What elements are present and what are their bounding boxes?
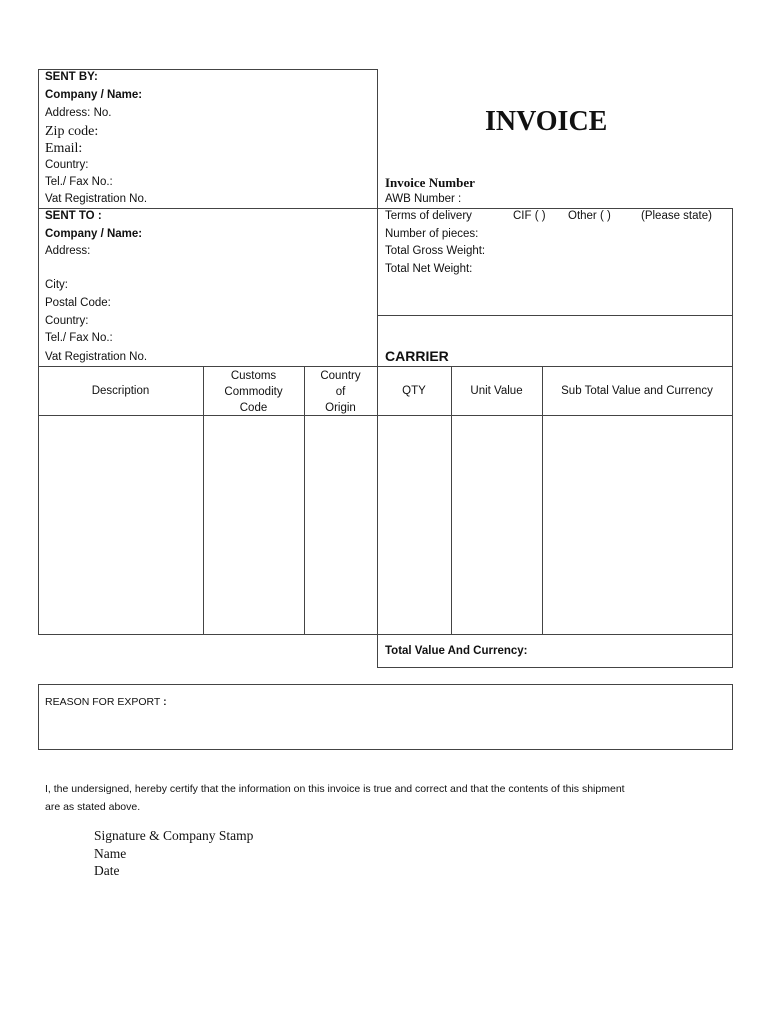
table-cell-subtotal[interactable] [543, 416, 732, 634]
certification-line-1: I, the undersigned, hereby certify that the information on this invoice is true and correct and that the contents of this shipment [45, 783, 625, 795]
sent-to-top-border [38, 208, 733, 209]
reason-label-text: REASON FOR EXPORT [45, 696, 161, 708]
form-right-border [732, 208, 733, 668]
sent-to-city-label: City: [45, 279, 68, 291]
col-header-country-line1: Country [320, 370, 361, 382]
col-header-unit-value: Unit Value [470, 385, 523, 397]
signature-stamp-label: Signature & Company Stamp [94, 828, 254, 843]
carrier-label: CARRIER [385, 348, 449, 364]
total-value-label: Total Value And Currency: [385, 645, 528, 657]
table-cell-customs-code[interactable] [204, 416, 304, 634]
sent-by-country-label: Country: [45, 159, 89, 171]
col-header-customs-line1: Customs [230, 370, 277, 382]
sent-by-zip-label: Zip code: [45, 124, 99, 139]
col-header-customs-line2: Commodity [224, 386, 283, 398]
col-header-country-line3: Origin [325, 402, 356, 414]
table-bottom-border [38, 634, 733, 635]
sent-to-heading: SENT TO : [45, 210, 102, 222]
terms-of-delivery-label: Terms of delivery [385, 210, 472, 222]
signature-date-label: Date [94, 863, 120, 878]
table-cell-qty[interactable] [378, 416, 451, 634]
col-header-description: Description [91, 385, 150, 397]
col-header-country-line2: of [335, 386, 346, 398]
table-cell-unit-value[interactable] [452, 416, 542, 634]
sent-by-address-label: Address: No. [45, 107, 112, 119]
page-title: INVOICE [485, 106, 608, 137]
number-of-pieces-label: Number of pieces: [385, 228, 479, 240]
table-cell-country-of-origin[interactable] [305, 416, 377, 634]
carrier-divider [377, 315, 733, 316]
sent-to-country-label: Country: [45, 315, 89, 327]
sent-to-address-label: Address: [45, 245, 91, 257]
sent-by-tel-label: Tel./ Fax No.: [45, 176, 113, 188]
sent-to-company-label: Company / Name: [45, 228, 143, 240]
total-bottom-border [377, 667, 733, 668]
col-header-subtotal: Sub Total Value and Currency [561, 385, 713, 397]
sent-by-company-label: Company / Name: [45, 89, 143, 101]
cif-checkbox[interactable]: CIF ( ) [513, 210, 546, 222]
sent-by-heading: SENT BY: [45, 71, 98, 83]
sent-to-postal-label: Postal Code: [45, 297, 111, 309]
please-state-label: (Please state) [641, 210, 712, 222]
reason-for-export-box[interactable] [38, 684, 733, 750]
certification-line-2: are as stated above. [45, 801, 141, 813]
table-header-top-border [38, 366, 733, 367]
reason-for-export-label [45, 696, 167, 709]
sent-by-vat-label: Vat Registration No. [45, 193, 148, 205]
sent-by-email-label: Email: [45, 141, 83, 156]
reason-label-colon: : [163, 696, 167, 708]
gross-weight-label: Total Gross Weight: [385, 245, 486, 257]
signature-name-label: Name [94, 846, 127, 861]
table-cell-description[interactable] [39, 416, 203, 634]
awb-number-label: AWB Number : [385, 193, 462, 205]
net-weight-label: Total Net Weight: [385, 263, 473, 275]
invoice-number-label: Invoice Number [385, 175, 475, 190]
sent-to-tel-label: Tel./ Fax No.: [45, 332, 113, 344]
sent-to-vat-label: Vat Registration No. [45, 351, 148, 363]
sent-by-top-border [38, 69, 378, 70]
col-header-qty: QTY [402, 385, 426, 397]
col-header-customs-line3: Code [239, 402, 268, 414]
other-checkbox[interactable]: Other ( ) [568, 210, 611, 222]
